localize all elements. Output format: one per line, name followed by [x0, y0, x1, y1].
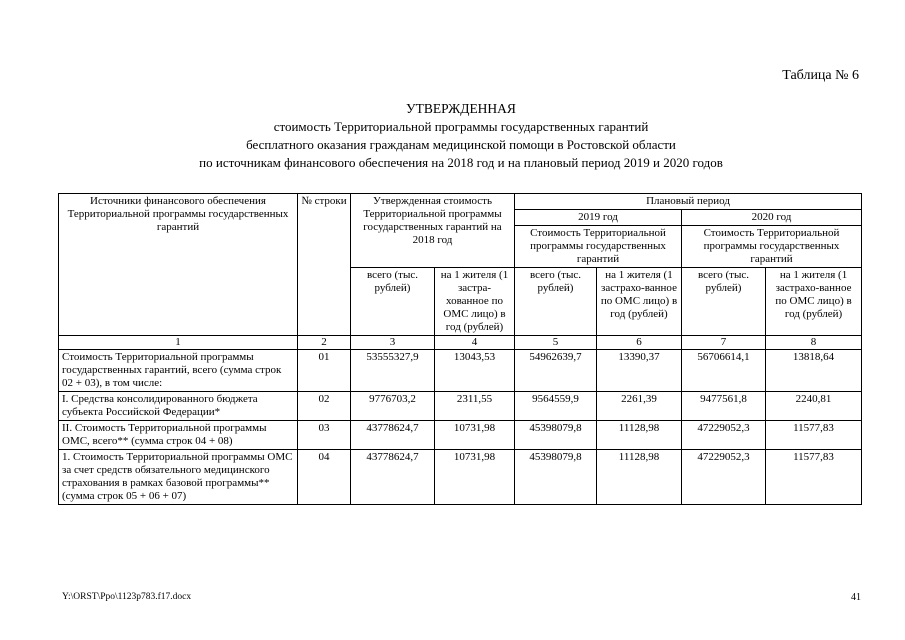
- cell-per-resident-2019: 11128,98: [597, 450, 682, 505]
- row-number: 02: [298, 392, 351, 421]
- footer-file-path: Y:\ORST\Ppo\1123p783.f17.docx: [62, 592, 192, 602]
- table-row: [59, 421, 862, 450]
- cell-per-resident-2020: 11577,83: [766, 421, 862, 450]
- column-index: 2: [298, 336, 351, 350]
- row-name: 1. Стоимость Территориальной программы ОМС за счет средств обязательного медицинского страхования в рамках базовой программы** (сумма строк 05 + 06 + 07): [59, 450, 298, 505]
- table-row: [59, 392, 862, 421]
- document-heading: [55, 100, 867, 172]
- header-total-2018: всего (тыс. рублей): [351, 268, 435, 336]
- row-name: I. Средства консолидированного бюджета субъекта Российской Федерации*: [59, 392, 298, 421]
- header-cost-2019: Стоимость Территориальной программы государственных гарантий: [530, 227, 666, 265]
- row-number: 04: [298, 450, 351, 505]
- financing-table: [58, 193, 862, 505]
- column-index: 4: [435, 336, 515, 350]
- cell-total-2020: 47229052,3: [682, 450, 766, 505]
- header-2019-group: [515, 210, 682, 268]
- cell-per-resident-2020: 13818,64: [766, 350, 862, 392]
- column-index: 7: [682, 336, 766, 350]
- cell-total-2020: 47229052,3: [682, 421, 766, 450]
- header-year-2019: 2019 год: [515, 210, 681, 226]
- heading-line-2: стоимость Территориальной программы государственных гарантий: [273, 119, 649, 134]
- heading-line-4: по источникам финансового обеспечения на 2018 год и на плановый период 2019 и 2020 годов: [199, 155, 723, 170]
- row-name: II. Стоимость Территориальной программы ОМС, всего** (сумма строк 04 + 08): [59, 421, 298, 450]
- cell-per-resident-2018: 13043,53: [435, 350, 515, 392]
- column-index: 8: [766, 336, 862, 350]
- header-total-2020: всего (тыс. рублей): [682, 268, 766, 336]
- cell-total-2018: 53555327,9: [351, 350, 435, 392]
- header-year-2020: 2020 год: [682, 210, 861, 226]
- header-planned-period: Плановый период: [515, 194, 862, 210]
- cell-total-2019: 45398079,8: [515, 450, 597, 505]
- cell-per-resident-2018: 10731,98: [435, 450, 515, 505]
- cell-total-2019: 54962639,7: [515, 350, 597, 392]
- cell-total-2020: 56706614,1: [682, 350, 766, 392]
- cell-per-resident-2020: 11577,83: [766, 450, 862, 505]
- cell-per-resident-2019: 13390,37: [597, 350, 682, 392]
- cell-total-2019: 9564559,9: [515, 392, 597, 421]
- table-number-label: Таблица № 6: [782, 68, 859, 83]
- cell-per-resident-2020: 2240,81: [766, 392, 862, 421]
- cell-per-resident-2018: 2311,55: [435, 392, 515, 421]
- row-number: 03: [298, 421, 351, 450]
- column-index: 1: [59, 336, 298, 350]
- table-row: [59, 450, 862, 505]
- header-total-2019: всего (тыс. рублей): [515, 268, 597, 336]
- heading-line-3: бесплатного оказания гражданам медицинской помощи в Ростовской области: [246, 137, 676, 152]
- row-name: Стоимость Территориальной программы государственных гарантий, всего (сумма строк 02 + 03), в том числе:: [59, 350, 298, 392]
- header-cost-2020: Стоимость Территориальной программы государственных гарантий: [703, 227, 840, 265]
- header-per-resident-2020: на 1 жителя (1 застрахо-ванное по ОМС лицо) в год (рублей): [766, 268, 862, 336]
- cell-per-resident-2019: 11128,98: [597, 421, 682, 450]
- header-approved-2018: Утвержденная стоимость Территориальной программы государственных гарантий на 2018 год: [351, 194, 515, 268]
- header-per-resident-2019: на 1 жителя (1 застрахо-ванное по ОМС лицо) в год (рублей): [597, 268, 682, 336]
- table-row: [59, 350, 862, 392]
- cell-total-2018: 43778624,7: [351, 450, 435, 505]
- column-index: 6: [597, 336, 682, 350]
- column-index: 3: [351, 336, 435, 350]
- cell-per-resident-2019: 2261,39: [597, 392, 682, 421]
- column-index-row: [59, 336, 862, 350]
- header-2020-group: [682, 210, 862, 268]
- header-per-resident-2018: на 1 жителя (1 застра-хованное по ОМС лицо) в год (рублей): [435, 268, 515, 336]
- cell-total-2018: 9776703,2: [351, 392, 435, 421]
- header-row-number: № строки: [298, 194, 351, 336]
- column-index: 5: [515, 336, 597, 350]
- heading-approved: УТВЕРЖДЕННАЯ: [406, 101, 516, 116]
- header-sources: Источники финансового обеспечения Территориальной программы государственных гарантий: [59, 194, 298, 336]
- cell-total-2019: 45398079,8: [515, 421, 597, 450]
- footer-page-number: 41: [851, 592, 861, 603]
- cell-per-resident-2018: 10731,98: [435, 421, 515, 450]
- cell-total-2020: 9477561,8: [682, 392, 766, 421]
- cell-total-2018: 43778624,7: [351, 421, 435, 450]
- row-number: 01: [298, 350, 351, 392]
